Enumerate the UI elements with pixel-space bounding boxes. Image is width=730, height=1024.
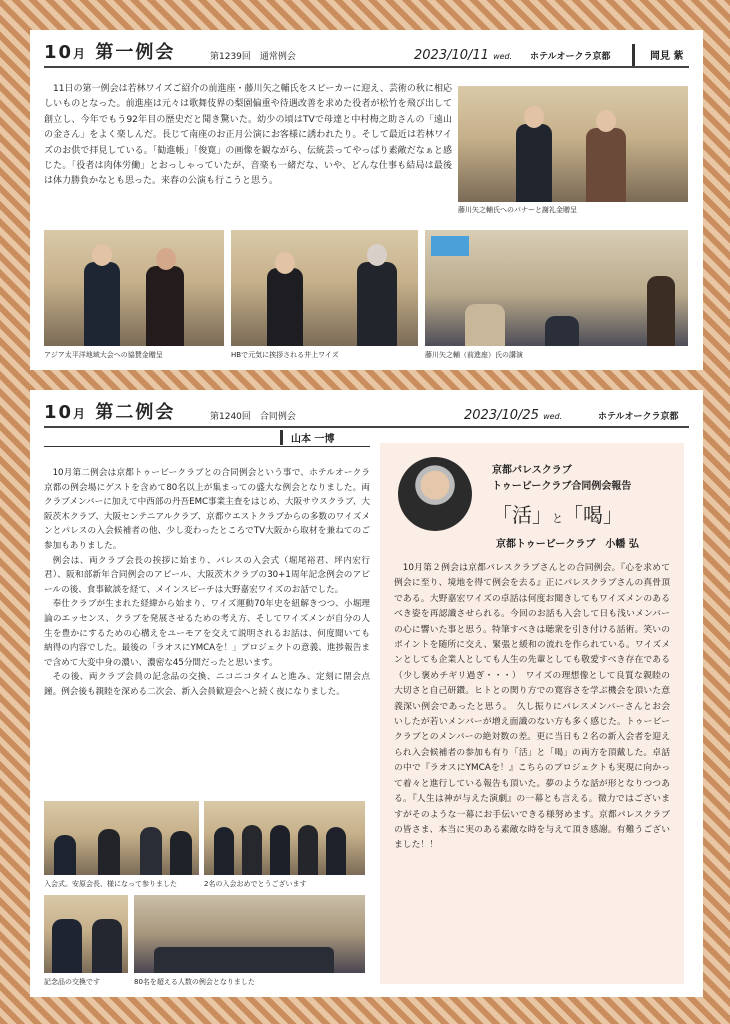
report-body-text: 10月第２例会は京都パレスクラブさんとの合同例会。『心を求めて例会に至り、境地を得て例会を去る』正にパレスクラブさんの真骨頂である。大野嘉宏ワイズの卓話は何度お聞きしてもワイズメンのあるべき姿を再認識させられる。今回のお話も入会して日も浅いメンバーの心に響いた事と思う。特筆すべきは聴衆を引き付ける話術。笑いのポイントを随所に交え、緊張と緩和の流れを作られている。ワイズメンとしても企業人としても人生の先輩としても敬愛すべき存在である（少し褒めチギリ過ぎ・・・） ワイズの理想像として良質な親睦の大切さと自己研鑽。ヒトとの関り方での寛容さを学ぶ機会を頂いた意義深い例会であったと思う。 久し振りにパレスメンバーさんとお会いしたが若いメンバーが増え面識のない方も多く感じた。トゥービークラブとのメンバーの絶対数の差。更に当日も２名の新入会者を迎えられ入会候補者の参加も有り「活」と「喝」の両方を頂戴した。卓話の中で『ラオスにYMCAを！』こちらのプロジェクトも実現に向かって着々と進行している報告も頂いた。夢のような話が形となりつつある。『人生は神が与えた演劇』の一幕とも言える。微力ではございますがそのような一幕にお手伝いできる様努めます。京都パレスクラブの皆さま、本当に実のある素敵な時を与えて頂き感謝。有難うございました！！: [394, 563, 670, 851]
report-box: [380, 443, 684, 984]
person-head: [92, 244, 112, 266]
meeting2-date: [464, 408, 562, 423]
big-word-1: 「活」: [492, 503, 552, 527]
meeting2-panel: [30, 390, 703, 997]
person-figure: [545, 316, 579, 346]
title-name: 第一例会: [95, 42, 176, 63]
person-head: [524, 106, 544, 128]
person-figure: [98, 829, 120, 875]
projector-screen: [431, 236, 469, 256]
paragraph: 10月第二例会は京都トゥービークラブとの合同例会という事で、ホテルオークラ京都の例会場にゲストを含めて80名以上が集まっての盛大な例会となりました。両クラブメンバーに加えて中西部の丹吾EMC事業主査をはじめ、大阪サウスクラブ、大阪茨木クラブ、大阪センテニアルクラブ、京都ウエストクラブからの多数のワイズメンとパレスの入会候補者の他、少し変わったところでTV大阪から取材を兼ねてのご参加もありました。: [44, 468, 370, 551]
meeting2-author: 山本 一博: [280, 430, 334, 445]
title-month-unit: 月: [73, 407, 88, 421]
meeting2-body: [44, 466, 370, 700]
person-figure: [516, 124, 552, 202]
photo-banner-presentation: [458, 86, 688, 202]
title-month-number: 10: [44, 42, 74, 63]
person-figure: [52, 919, 82, 973]
person-figure: [242, 825, 262, 875]
person-figure: [647, 276, 675, 346]
person-figure: [214, 827, 234, 875]
meeting2-venue: ホテルオークラ京都: [598, 412, 679, 422]
report-heading-2: トゥービークラブ合同例会報告: [492, 481, 632, 492]
meeting2-title: [44, 398, 175, 424]
title-month-number: 10: [44, 402, 74, 423]
person-figure: [357, 262, 397, 346]
meeting1-title: [44, 38, 175, 64]
person-figure: [465, 304, 505, 346]
header-divider: [632, 44, 635, 66]
person-figure: [586, 128, 626, 202]
person-head: [596, 110, 616, 132]
photo-gift-exchange: [44, 895, 128, 973]
caption-greeting: HBで元気に挨拶される井上ワイズ: [231, 351, 339, 359]
person-figure: [140, 827, 162, 875]
meeting2-session: 第1240回 合同例会: [210, 412, 296, 422]
report-heading-1: 京都パレスクラブ: [492, 465, 572, 476]
caption-gift-exchange: 記念品の交換です: [44, 978, 100, 986]
meeting1-body-text: 11日の第一例会は若林ワイズご紹介の前進座・藤川矢之輔氏をスピーカーに迎え、芸術の秋に相応しいものとなった。前進座は元々は歌舞伎界の梨園偏重や待遇改善を求めた役者が松竹を飛び出して創立し、今年でもう92年目の歴史だと聞き驚いた。幼少の頃はTVで母達と中村梅之助さんの「遠山の金さん」をよく楽しんだ。長じて南座のお正月公演にお客様に誘われたり。そして最近は若林ワイズのお供で拝見している。「勧進帳」「俊寛」の画像を観ながら、伝統芸ってやっぱり素敵だなぁと感じた。「役者は肉体労働」とおっしゃっていたが、音楽も一緒だな、いや、どんな仕事も結局は最後は体力勝負かなとも思った。来春の公演も行こうと思う。: [44, 84, 452, 187]
author-portrait: [398, 457, 472, 531]
caption-lecture: 藤川矢之輔（前進座）氏の講演: [425, 351, 523, 359]
meeting1-header: [44, 38, 689, 68]
date-value: 2023/10/25: [464, 408, 539, 423]
meeting1-session: 第1239回 通常例会: [210, 52, 296, 62]
meeting2-header: [44, 398, 689, 428]
caption-new-members: 2名の入会おめでとうございます: [204, 880, 307, 888]
person-head: [367, 244, 387, 266]
paragraph: 奉仕クラブが生まれた経緯から始まり、ワイズ運動70年史を紐解きつつ、小堀理論のエッセンス、クラブを発展させるための考え方、そしてワイズメンが自分の人生を豊かにするための心構えをユーモアを交えて説明されるお話は、何度聞いても納得の内容でした。最後の「ラオスにYMCAを！」プロジェクトの意義、進捗報告まで含めて大変中身の濃い、濃密な45分間だったと思います。: [44, 599, 370, 668]
photo-induction: [44, 801, 199, 875]
weekday: wed.: [543, 412, 563, 421]
meeting1-date: [414, 48, 512, 63]
meeting1-author: 岡見 紫: [650, 51, 684, 62]
person-figure: [298, 825, 318, 875]
report-byline: 京都トゥービークラブ 小幡 弘: [496, 539, 639, 550]
person-figure: [326, 827, 346, 875]
title-name: 第二例会: [95, 402, 176, 423]
person-head: [275, 252, 295, 274]
meeting1-panel: [30, 30, 703, 370]
caption-induction: 入会式。安原会長、様になって参りました: [44, 880, 177, 888]
meeting1-venue: ホテルオークラ京都: [530, 52, 611, 62]
crowd: [154, 947, 334, 973]
caption-banner: 藤川矢之輔氏へのバナーと謝礼金贈呈: [458, 206, 577, 214]
caption-donation: アジア太平洋地域大会への協賛金贈呈: [44, 351, 163, 359]
person-figure: [54, 835, 76, 875]
person-figure: [170, 831, 192, 875]
title-month-unit: 月: [73, 47, 88, 61]
date-value: 2023/10/11: [414, 48, 489, 63]
report-body: [394, 561, 670, 854]
weekday: wed.: [493, 52, 513, 61]
person-figure: [270, 825, 290, 875]
big-word-2: 「喝」: [563, 503, 623, 527]
person-figure: [146, 266, 184, 346]
paragraph: 例会は、両クラブ会長の挨拶に始まり、パレスの入会式（堀尾裕君、坪内宏行君）、阪和部新年合同例会のアピール、大阪茨木クラブの30+1周年記念例会のアピールの後、食事歓談を経て、メインスピーチは大野嘉宏ワイズのお話でした。: [44, 555, 370, 595]
photo-greeting: [231, 230, 418, 346]
photo-large-meeting: [134, 895, 365, 973]
person-head: [156, 248, 176, 270]
report-big-title: [492, 499, 623, 528]
paragraph: その後、両クラブ会員の記念品の交換、ニコニコタイムと進み、定刻に閉会点鐘。例会後も親睦を深める二次会、新入会員歓迎会へと続く夜になりました。: [44, 672, 370, 697]
person-figure: [267, 268, 303, 346]
caption-large-meeting: 80名を超える人数の例会となりました: [134, 978, 255, 986]
photo-lecture: [425, 230, 688, 346]
photo-new-members: [204, 801, 365, 875]
author-rule: [44, 446, 370, 447]
meeting1-body: [44, 82, 452, 190]
person-figure: [84, 262, 120, 346]
person-figure: [92, 919, 122, 973]
photo-donation: [44, 230, 224, 346]
big-connector: と: [552, 512, 563, 525]
